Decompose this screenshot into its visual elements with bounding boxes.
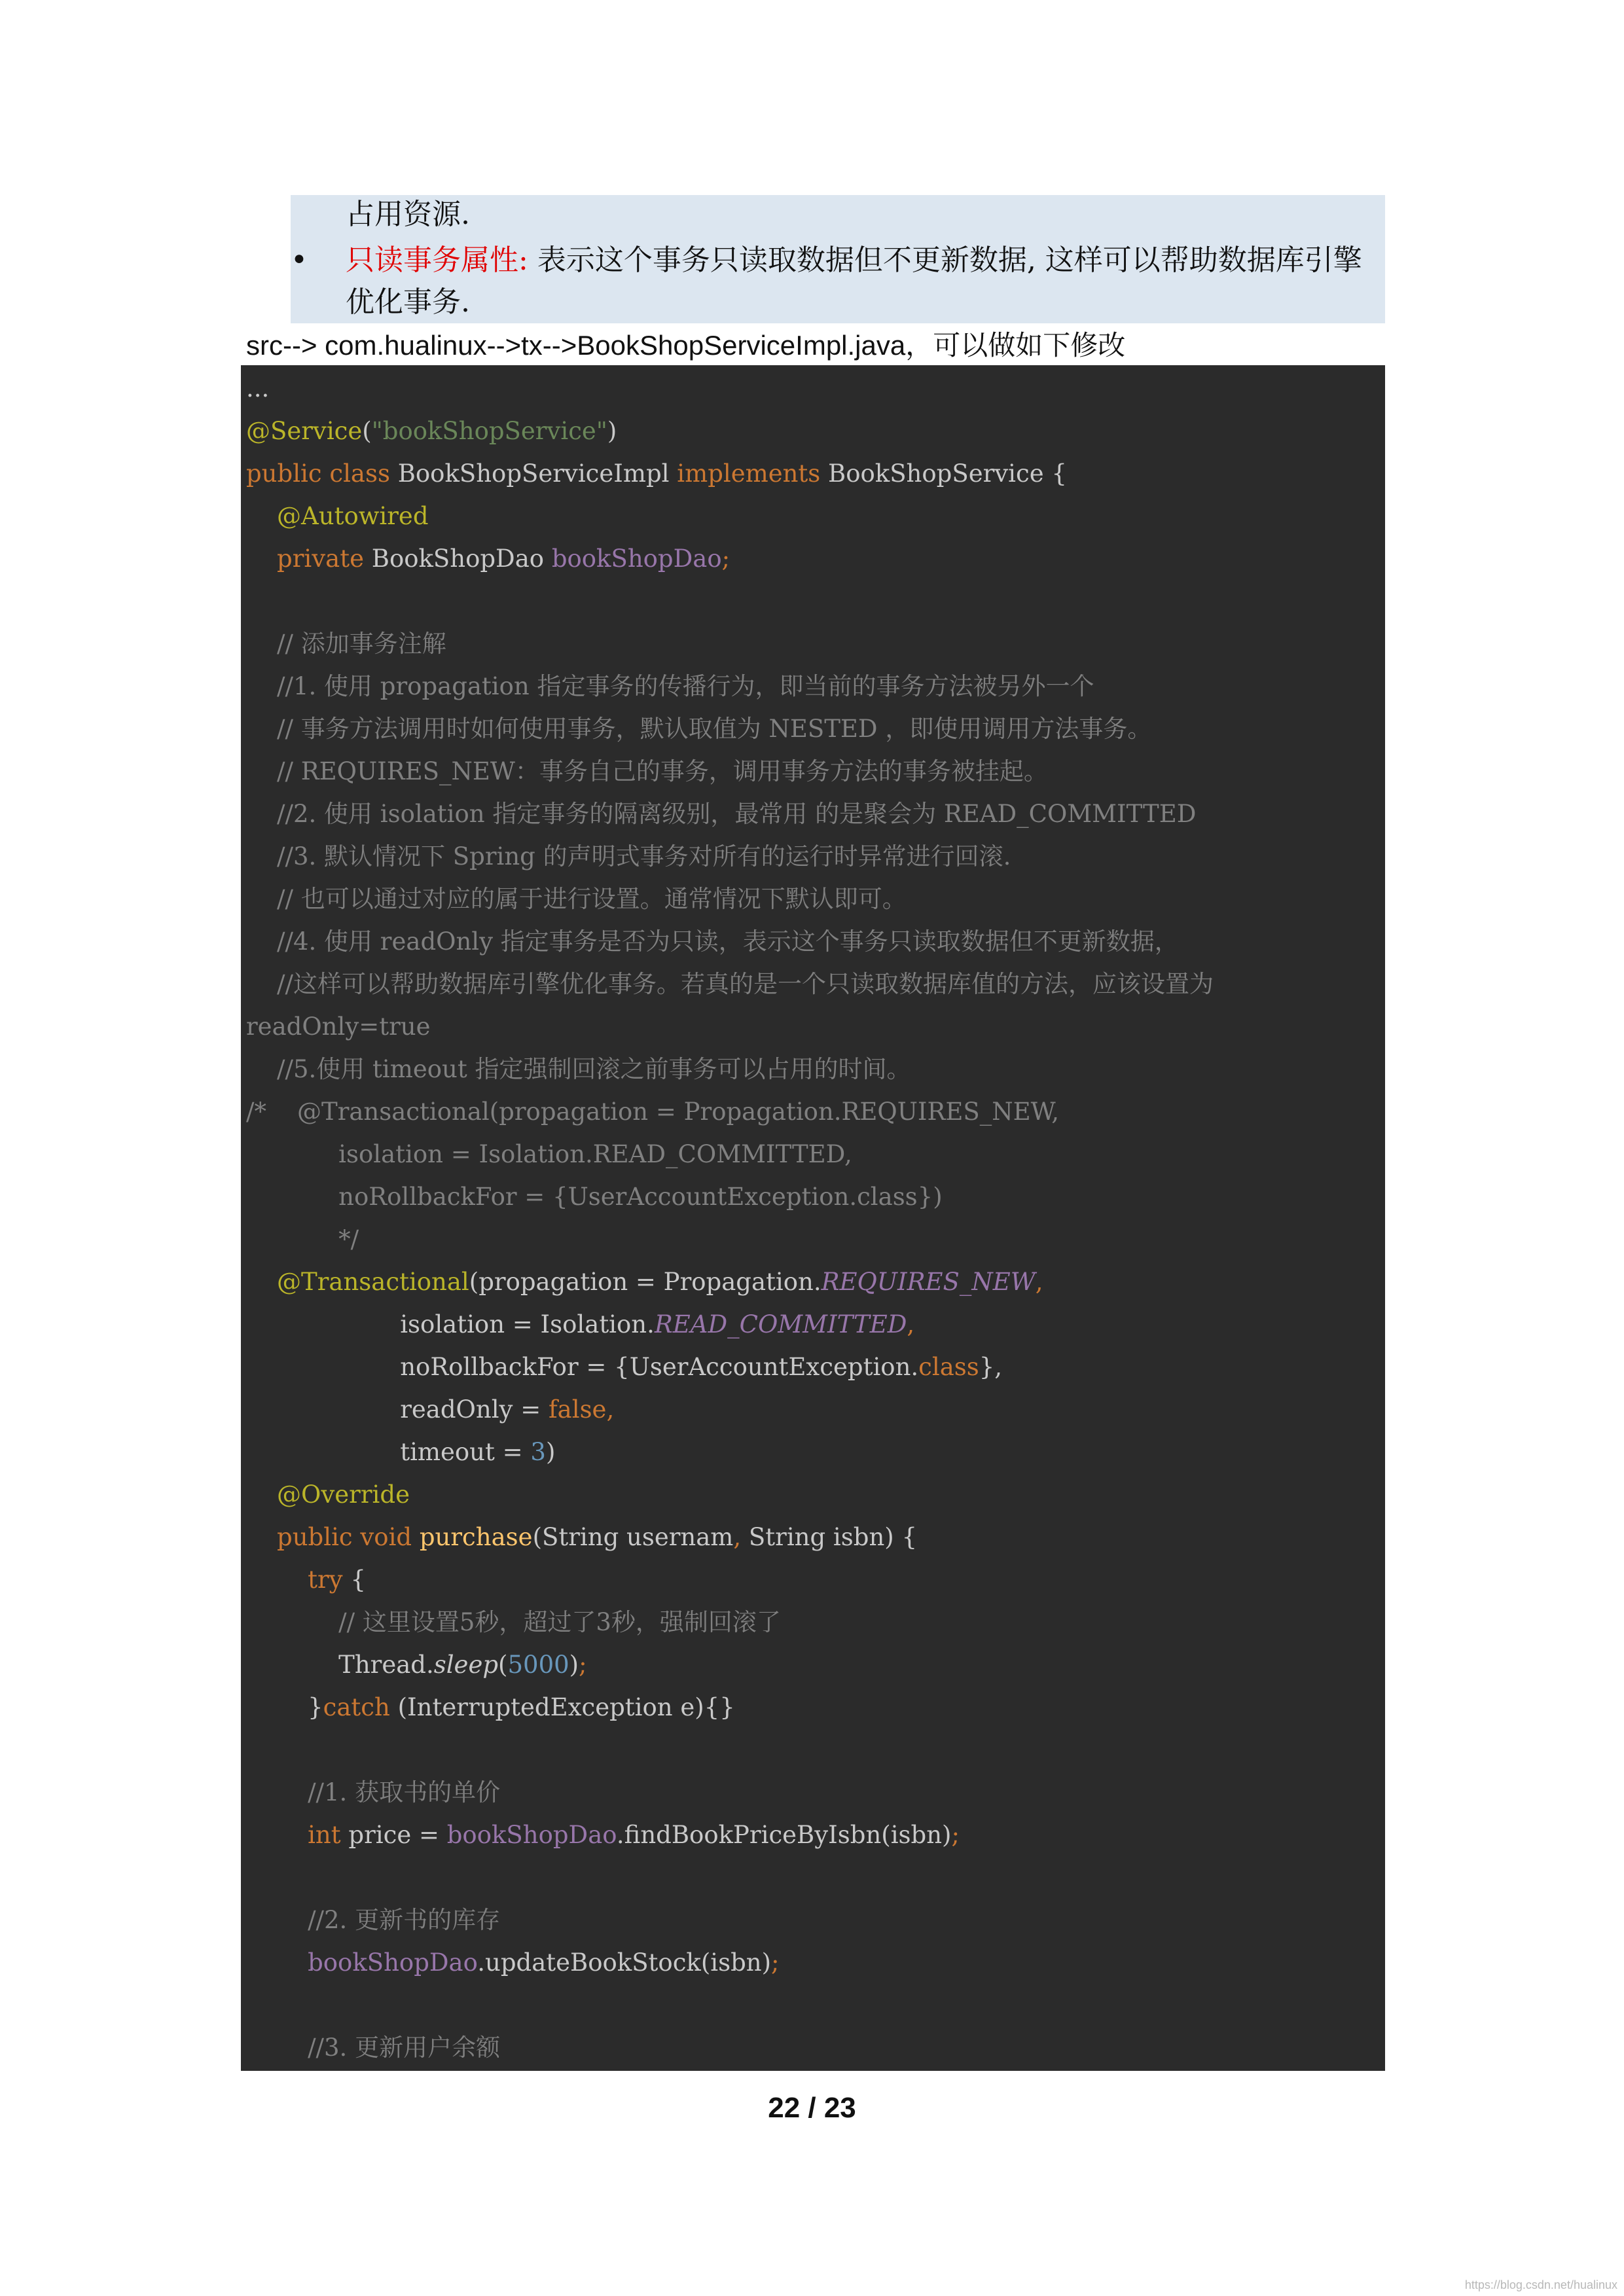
code-token: //3. 更新用户余额	[246, 2034, 501, 2062]
code-line	[246, 1005, 431, 1048]
note-line-2	[346, 241, 1362, 280]
code-token: bookShopDao	[308, 1948, 478, 1977]
code-token: private	[277, 545, 372, 573]
code-line	[246, 963, 1214, 1005]
code-token: @Override	[277, 1480, 410, 1509]
code-line	[246, 1048, 911, 1090]
code-token: ;	[579, 1651, 587, 1679]
code-token: /* @Transactional(propagation = Propagation.REQUIRES_NEW,	[246, 1098, 1059, 1126]
code-token: .updateBookStock(isbn)	[477, 1948, 772, 1977]
code-block	[241, 365, 1385, 2071]
code-line	[246, 1133, 852, 1175]
code-token	[246, 1566, 308, 1594]
page-number: 22 / 23	[768, 2092, 856, 2124]
code-token: }	[246, 1693, 323, 1721]
code-line	[246, 1090, 1059, 1133]
code-token: ;	[771, 1948, 780, 1977]
code-line	[246, 1899, 500, 1941]
code-token: @Autowired	[277, 502, 429, 530]
code-token: readOnly=true	[246, 1013, 431, 1041]
code-line	[246, 1771, 500, 1814]
code-token: (	[362, 417, 372, 445]
code-token: },	[979, 1353, 1003, 1381]
code-token: 3	[530, 1438, 546, 1466]
code-line	[246, 1601, 781, 1643]
code-token: ;	[721, 545, 731, 573]
code-token: // REQUIRES_NEW：事务自己的事务，调用事务方法的事务被挂起。	[246, 757, 1048, 785]
watermark: https://blog.csdn.net/hualinux	[1464, 2278, 1617, 2291]
code-token: )	[569, 1651, 579, 1679]
code-token: // 也可以通过对应的属于进行设置。通常情况下默认即可。	[246, 885, 907, 913]
code-token: int	[308, 1821, 349, 1849]
code-line	[246, 835, 1011, 878]
code-token: BookShopServiceImpl	[397, 459, 677, 488]
code-line	[246, 452, 1067, 495]
code-token: //这样可以帮助数据库引擎优化事务。若真的是一个只读取数据库值的方法，应该设置为	[246, 970, 1214, 998]
code-token: isolation = Isolation.READ_COMMITTED,	[246, 1140, 852, 1168]
note-box	[291, 195, 1385, 323]
code-token: //2. 使用 isolation 指定事务的隔离级别，最常用 的是聚会为 READ_COMMITTED	[246, 800, 1197, 828]
code-line	[246, 1218, 359, 1261]
code-line	[246, 708, 1151, 750]
code-line	[246, 1941, 780, 1984]
code-token: catch	[323, 1693, 398, 1721]
code-line	[246, 2026, 500, 2069]
code-token: @Transactional	[277, 1268, 469, 1296]
code-token: isolation = Isolation.	[246, 1310, 655, 1338]
code-token	[246, 1523, 277, 1551]
code-line	[246, 1686, 735, 1729]
code-line	[246, 1175, 943, 1218]
code-token: */	[246, 1225, 359, 1253]
code-token	[246, 1948, 308, 1977]
code-token: (	[498, 1651, 508, 1679]
code-token: )	[545, 1438, 556, 1466]
code-token: {	[350, 1566, 366, 1594]
code-line	[246, 793, 1196, 835]
code-token	[246, 1821, 308, 1849]
code-token: //4. 使用 readOnly 指定事务是否为只读，表示这个事务只读取数据但不更新数据，	[246, 927, 1179, 956]
code-token: public class	[246, 459, 398, 488]
code-token: false	[548, 1395, 607, 1424]
code-token: .findBookPriceByIsbn(isbn)	[616, 1821, 952, 1849]
code-line	[246, 410, 617, 452]
code-token: String isbn) {	[748, 1523, 918, 1551]
code-token: ,	[606, 1395, 615, 1424]
code-token: (String usernam	[532, 1523, 734, 1551]
code-line	[246, 1558, 366, 1601]
code-line	[246, 1303, 914, 1346]
code-token: "bookShopService"	[371, 417, 607, 445]
note-line-3: 优化事务.	[346, 285, 470, 319]
code-token: ;	[951, 1821, 960, 1849]
code-line	[246, 1346, 1002, 1388]
code-token: noRollbackFor = {UserAccountException.class})	[246, 1183, 943, 1211]
bullet-marker: •	[291, 243, 308, 277]
code-token: (InterruptedException e){}	[397, 1693, 735, 1721]
code-token: ,	[733, 1523, 749, 1551]
file-path-caption: src--> com.hualinux-->tx-->BookShopServiceImpl.java，可以做如下修改	[246, 330, 1126, 361]
code-token: public void	[277, 1523, 420, 1551]
code-token: //2. 更新书的库存	[246, 1906, 501, 1934]
code-line	[246, 1431, 555, 1473]
code-token: @Service	[246, 417, 363, 445]
code-token: // 事务方法调用时如何使用事务，默认取值为 NESTED ，即使用调用方法事务。	[246, 715, 1152, 743]
code-line	[246, 622, 446, 665]
code-token: noRollbackFor = {UserAccountException.	[246, 1353, 919, 1381]
code-token: readOnly =	[246, 1395, 549, 1424]
code-token: )	[607, 417, 617, 445]
code-token: implements	[677, 459, 829, 488]
readonly-attribute-label: 只读事务属性:	[346, 243, 528, 277]
code-line	[246, 1516, 917, 1558]
code-token: ,	[1035, 1268, 1043, 1296]
code-token	[246, 502, 277, 530]
code-token: try	[308, 1566, 351, 1594]
code-token: bookShopDao	[446, 1821, 617, 1849]
code-token: BookShopService {	[828, 459, 1067, 488]
code-token: //1. 获取书的单价	[246, 1778, 501, 1806]
code-token: // 这里设置5秒，超过了3秒，强制回滚了	[246, 1608, 781, 1636]
code-token	[246, 545, 277, 573]
code-line	[246, 1643, 587, 1686]
code-token	[246, 1480, 277, 1509]
code-token: ...	[246, 374, 270, 403]
code-line	[246, 665, 1094, 708]
code-token: purchase	[419, 1523, 533, 1551]
code-token: BookShopDao	[371, 545, 552, 573]
code-line	[246, 367, 269, 410]
code-token: (propagation = Propagation.	[469, 1268, 821, 1296]
code-line	[246, 878, 907, 920]
code-line	[246, 1814, 960, 1856]
code-token: //5.使用 timeout 指定强制回滚之前事务可以占用的时间。	[246, 1055, 911, 1083]
code-token: ,	[907, 1310, 915, 1338]
code-token: class	[918, 1353, 979, 1381]
readonly-attribute-text: 表示这个事务只读取数据但不更新数据, 这样可以帮助数据库引擎	[528, 243, 1362, 277]
code-line	[246, 1261, 1043, 1303]
code-token: REQUIRES_NEW	[821, 1268, 1036, 1296]
code-line	[246, 537, 730, 580]
code-token: bookShopDao	[551, 545, 722, 573]
code-token: //3. 默认情况下 Spring 的声明式事务对所有的运行时异常进行回滚.	[246, 842, 1011, 870]
code-token: price =	[348, 1821, 447, 1849]
code-line	[246, 920, 1179, 963]
code-token: //1. 使用 propagation 指定事务的传播行为，即当前的事务方法被另外一个	[246, 672, 1094, 700]
code-line	[246, 495, 429, 537]
code-line	[246, 1473, 410, 1516]
code-line	[246, 750, 1048, 793]
code-token	[246, 1268, 277, 1296]
code-token: READ_COMMITTED	[654, 1310, 907, 1338]
code-line	[246, 1388, 614, 1431]
code-token: sleep	[433, 1651, 499, 1679]
code-token: Thread.	[246, 1651, 434, 1679]
note-line-1: 占用资源.	[346, 198, 470, 231]
code-token: 5000	[507, 1651, 569, 1679]
code-token: // 添加事务注解	[246, 630, 446, 658]
code-token: timeout =	[246, 1438, 531, 1466]
